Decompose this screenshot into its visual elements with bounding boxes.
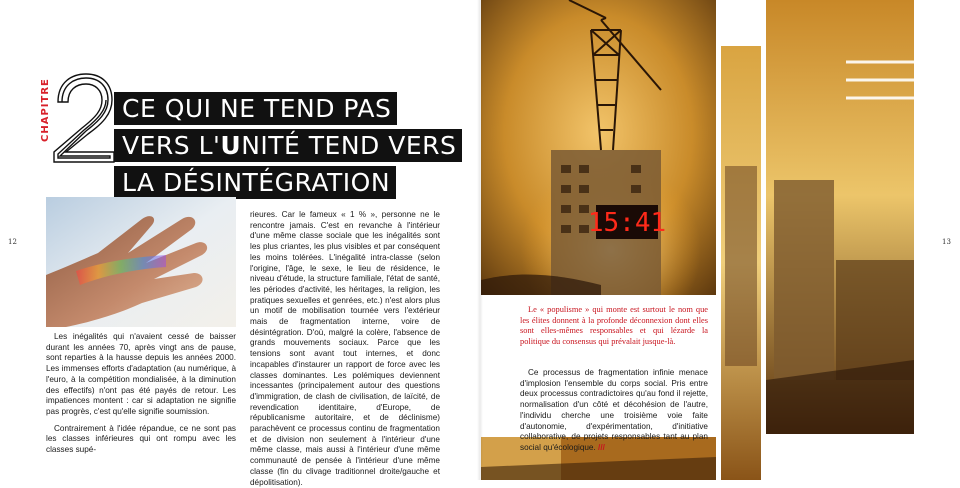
chapter-title: [114, 92, 462, 203]
right-photo-strip: [766, 0, 914, 434]
paragraph: Les inégalités qui n'avaient cessé de baisser durant les années 70, après vingt ans de pause, sont reparties à la hausse depuis les années 2000. Les immenses efforts d'adaptation (au numérique, à l'euro, à la compétition mondialisée, à la diminution des effectifs) n'ont pas été payés de retour. Les impatiences montent : car si adaptation ne signifie pas progrès, c'est qu'elle signifie soumission.: [46, 332, 236, 416]
title-line-3: LA DÉSINTÉGRATION: [114, 166, 396, 199]
text-column-3: [520, 368, 708, 454]
end-mark: ///: [598, 442, 605, 452]
paragraph: rieures. Car le fameux « 1 % », personne ne le rencontre jamais. C'est en revanche à l'intérieur d'une même classe sociale que les inégalités sont les plus criantes, les plus visibles et par conséquent les moins tolérées. L'inégalité intra-classe (selon l'origine, l'âge, le sexe, le lieu de résidence, le niveau d'étude, la structure familiale, l'état de santé, les périodes d'activité, les héritages, la religion, les pratiques sexuelles et genrées, etc.) n'est alors plus un motif de mobilisation tournée vers l'extérieur mais de fragmentation interne, voire de désintégration. D'où, malgré la colère, l'absence de grands mouvements sociaux. Parce que les tensions sont avant tout internes, et donc incapables d'instaurer un rapport de force avec les classes dominantes. Les polémiques deviennent incessantes (principalement autour des questions d'immigration, de clash de civilisation, de laïcité, de revendication identitaire, d'Europe, de républicanisme autoritaire, et de déclinisme) parachèvent ce processus continu de fragmentation et de division non seulement à l'intérieur d'une même classe, mais aussi à l'intérieur d'une même communauté de pensée à l'intérieur d'une même classe (fin du clivage traditionnel droite/gauche et dépolitisation).: [250, 210, 440, 487]
hand-photo: [46, 197, 236, 327]
text-column-1: [46, 332, 236, 456]
crane-clock-photo: [481, 0, 716, 295]
chapter-label: CHAPITRE: [40, 78, 51, 142]
page-number-left: 12: [8, 238, 17, 246]
page-number-right: 13: [942, 238, 951, 246]
paragraph: Ce processus de fragmentation infinie menace d'implosion l'ensemble du corps social. Pris entre deux processus contradictoires qu'au fond il rejette, normalisation d'un côté et décohésion de l'autre, l'individu cherche une troisième voie faite d'autonomie, d'expérimentation, d'initiative collaborative, de projets responsables tant au plan social qu'écologique. ///: [520, 368, 708, 452]
spread-gutter: [477, 0, 483, 480]
paragraph: Contrairement à l'idée répandue, ce ne sont pas les classes inférieures qui ont rompu avec les classes supé-: [46, 423, 236, 455]
title-line-1: CE QUI NE TEND PAS: [114, 92, 397, 125]
clock-display: 15:41: [587, 208, 667, 238]
middle-photo-strip: [721, 46, 761, 480]
pull-quote: Le « populisme » qui monte est surtout le nom que les élites donnent à la profonde déconnexion dont elles sont elles-mêmes responsables et qui lézarde la politique du consensus qui prévalait jusque-là.: [520, 305, 708, 346]
text-column-2: [250, 210, 440, 488]
title-line-2: VERS L'UNITÉ TEND VERS: [114, 129, 462, 162]
chapter-number-outline: [52, 72, 118, 164]
